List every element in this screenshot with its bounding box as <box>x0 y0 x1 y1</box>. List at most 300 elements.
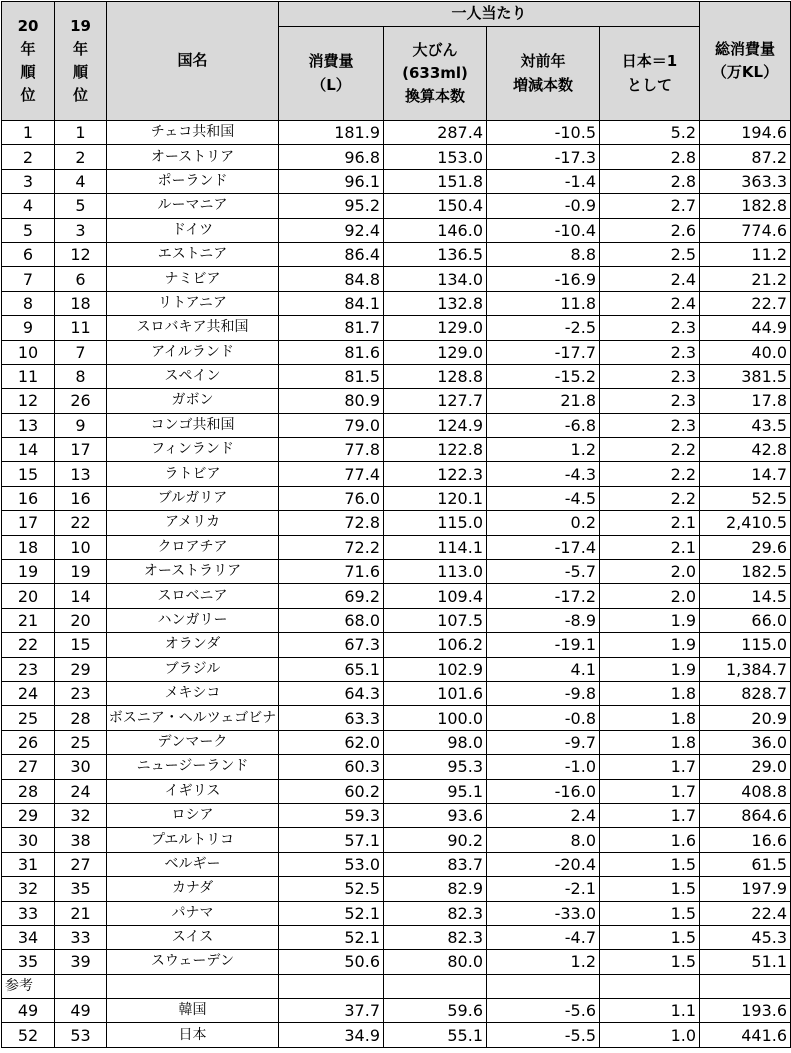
yoy-change-cell: -19.1 <box>487 633 600 657</box>
japan-ratio-cell: 2.5 <box>600 242 700 266</box>
total-consumption-cell: 42.8 <box>700 438 791 462</box>
yoy-change-cell: -10.4 <box>487 218 600 242</box>
country-name-cell: ハンガリー <box>107 608 279 632</box>
japan-ratio-cell: 1.9 <box>600 633 700 657</box>
yoy-change-cell: 0.2 <box>487 511 600 535</box>
bottles-cell: 113.0 <box>384 560 487 584</box>
bottles-cell: 122.3 <box>384 462 487 486</box>
japan-ratio-cell: 2.1 <box>600 535 700 559</box>
rank-2019-cell: 16 <box>55 486 107 510</box>
country-name-cell: アメリカ <box>107 511 279 535</box>
rank-2020-cell: 32 <box>2 877 55 901</box>
consumption-liters-cell: 96.1 <box>279 169 384 193</box>
rank-2019-cell: 14 <box>55 584 107 608</box>
yoy-change-cell: 1.2 <box>487 438 600 462</box>
rank-2019-cell: 39 <box>55 950 107 974</box>
country-name-cell: カナダ <box>107 877 279 901</box>
rank-2019-cell: 32 <box>55 803 107 827</box>
yoy-change-cell: -16.0 <box>487 779 600 803</box>
empty-cell <box>487 974 600 998</box>
bottles-cell: 146.0 <box>384 218 487 242</box>
total-consumption-cell: 66.0 <box>700 608 791 632</box>
rank-2020-cell: 13 <box>2 413 55 437</box>
japan-ratio-cell: 2.6 <box>600 218 700 242</box>
rank-2019-cell: 4 <box>55 169 107 193</box>
consumption-liters-cell: 64.3 <box>279 681 384 705</box>
bottles-cell: 59.6 <box>384 999 487 1023</box>
japan-ratio-cell: 2.2 <box>600 462 700 486</box>
table-row <box>2 877 791 901</box>
total-consumption-cell: 2,410.5 <box>700 511 791 535</box>
total-consumption-cell: 408.8 <box>700 779 791 803</box>
consumption-liters-cell: 77.4 <box>279 462 384 486</box>
rank-2019-cell: 20 <box>55 608 107 632</box>
total-consumption-cell: 197.9 <box>700 877 791 901</box>
bottles-cell: 55.1 <box>384 1023 487 1047</box>
country-name-cell: スイス <box>107 925 279 949</box>
table-row <box>2 121 791 145</box>
japan-ratio-cell: 2.8 <box>600 169 700 193</box>
table-row <box>2 950 791 974</box>
japan-ratio-cell: 2.4 <box>600 267 700 291</box>
rank-2019-cell: 26 <box>55 389 107 413</box>
header-rank-2019: 19 年 順 位 <box>55 2 107 121</box>
consumption-liters-cell: 81.7 <box>279 316 384 340</box>
table-row <box>2 901 791 925</box>
consumption-liters-cell: 95.2 <box>279 194 384 218</box>
table-row <box>2 364 791 388</box>
yoy-change-cell: -5.6 <box>487 999 600 1023</box>
japan-ratio-cell: 1.9 <box>600 608 700 632</box>
rank-2020-cell: 8 <box>2 291 55 315</box>
consumption-liters-cell: 68.0 <box>279 608 384 632</box>
japan-ratio-cell: 1.5 <box>600 901 700 925</box>
table-body <box>2 121 791 1048</box>
rank-2019-cell: 10 <box>55 535 107 559</box>
table-row <box>2 267 791 291</box>
japan-ratio-cell: 2.4 <box>600 291 700 315</box>
rank-2020-cell: 4 <box>2 194 55 218</box>
yoy-change-cell: -9.7 <box>487 730 600 754</box>
rank-2020-cell: 20 <box>2 584 55 608</box>
country-name-cell: ブルガリア <box>107 486 279 510</box>
japan-ratio-cell: 2.3 <box>600 364 700 388</box>
table-row <box>2 730 791 754</box>
japan-ratio-cell: 1.8 <box>600 730 700 754</box>
country-name-cell: ドイツ <box>107 218 279 242</box>
yoy-change-cell: -8.9 <box>487 608 600 632</box>
japan-ratio-cell: 2.3 <box>600 340 700 364</box>
rank-2020-cell: 19 <box>2 560 55 584</box>
country-name-cell: デンマーク <box>107 730 279 754</box>
total-consumption-cell: 14.5 <box>700 584 791 608</box>
total-consumption-cell: 87.2 <box>700 145 791 169</box>
rank-2019-cell: 25 <box>55 730 107 754</box>
consumption-liters-cell: 81.5 <box>279 364 384 388</box>
consumption-liters-cell: 53.0 <box>279 852 384 876</box>
yoy-change-cell: 21.8 <box>487 389 600 413</box>
consumption-liters-cell: 80.9 <box>279 389 384 413</box>
yoy-change-cell: -4.3 <box>487 462 600 486</box>
rank-2019-cell: 49 <box>55 999 107 1023</box>
bottles-cell: 114.1 <box>384 535 487 559</box>
table-row <box>2 340 791 364</box>
rank-2020-cell: 18 <box>2 535 55 559</box>
country-name-cell: ベルギー <box>107 852 279 876</box>
rank-2019-cell: 2 <box>55 145 107 169</box>
japan-ratio-cell: 1.7 <box>600 755 700 779</box>
table-row <box>2 706 791 730</box>
country-name-cell: ナミビア <box>107 267 279 291</box>
consumption-liters-cell: 52.1 <box>279 925 384 949</box>
table-row <box>2 584 791 608</box>
reference-row <box>2 974 791 998</box>
japan-ratio-cell: 2.8 <box>600 145 700 169</box>
rank-2020-cell: 26 <box>2 730 55 754</box>
bottles-cell: 95.1 <box>384 779 487 803</box>
bottles-cell: 82.3 <box>384 901 487 925</box>
yoy-change-cell: -2.5 <box>487 316 600 340</box>
rank-2019-cell: 11 <box>55 316 107 340</box>
header-country: 国名 <box>107 2 279 121</box>
yoy-change-cell: -1.4 <box>487 169 600 193</box>
country-name-cell: ニュージーランド <box>107 755 279 779</box>
country-name-cell: オーストラリア <box>107 560 279 584</box>
japan-ratio-cell: 1.6 <box>600 828 700 852</box>
japan-ratio-cell: 2.3 <box>600 389 700 413</box>
country-name-cell: スペイン <box>107 364 279 388</box>
rank-2020-cell: 27 <box>2 755 55 779</box>
table-row <box>2 925 791 949</box>
rank-2019-cell: 22 <box>55 511 107 535</box>
table-row <box>2 145 791 169</box>
japan-ratio-cell: 2.3 <box>600 316 700 340</box>
table-row <box>2 511 791 535</box>
country-name-cell: パナマ <box>107 901 279 925</box>
total-consumption-cell: 193.6 <box>700 999 791 1023</box>
bottles-cell: 82.3 <box>384 925 487 949</box>
rank-2019-cell: 33 <box>55 925 107 949</box>
bottles-cell: 100.0 <box>384 706 487 730</box>
rank-2019-cell: 23 <box>55 681 107 705</box>
consumption-liters-cell: 72.2 <box>279 535 384 559</box>
total-consumption-cell: 16.6 <box>700 828 791 852</box>
total-consumption-cell: 21.2 <box>700 267 791 291</box>
japan-ratio-cell: 1.1 <box>600 999 700 1023</box>
total-consumption-cell: 194.6 <box>700 121 791 145</box>
empty-cell <box>55 974 107 998</box>
total-consumption-cell: 363.3 <box>700 169 791 193</box>
header-japan-ratio: 日本＝1 として <box>600 27 700 121</box>
total-consumption-cell: 1,384.7 <box>700 657 791 681</box>
bottles-cell: 150.4 <box>384 194 487 218</box>
table-row <box>2 438 791 462</box>
rank-2020-cell: 35 <box>2 950 55 974</box>
yoy-change-cell: -20.4 <box>487 852 600 876</box>
consumption-liters-cell: 60.2 <box>279 779 384 803</box>
total-consumption-cell: 774.6 <box>700 218 791 242</box>
country-name-cell: ルーマニア <box>107 194 279 218</box>
header-total-consumption: 総消費量 （万KL） <box>700 2 791 121</box>
rank-2019-cell: 30 <box>55 755 107 779</box>
yoy-change-cell: 11.8 <box>487 291 600 315</box>
header-rank-2020: 20 年 順 位 <box>2 2 55 121</box>
rank-2020-cell: 30 <box>2 828 55 852</box>
yoy-change-cell: -5.5 <box>487 1023 600 1047</box>
table-row <box>2 535 791 559</box>
table-row <box>2 999 791 1023</box>
rank-2019-cell: 12 <box>55 242 107 266</box>
country-name-cell: ラトビア <box>107 462 279 486</box>
table-row <box>2 218 791 242</box>
japan-ratio-cell: 1.7 <box>600 779 700 803</box>
bottles-cell: 82.9 <box>384 877 487 901</box>
japan-ratio-cell: 2.0 <box>600 560 700 584</box>
yoy-change-cell: -33.0 <box>487 901 600 925</box>
country-name-cell: スロバキア共和国 <box>107 316 279 340</box>
total-consumption-cell: 864.6 <box>700 803 791 827</box>
total-consumption-cell: 40.0 <box>700 340 791 364</box>
rank-2020-cell: 29 <box>2 803 55 827</box>
table-row <box>2 657 791 681</box>
country-name-cell: スウェーデン <box>107 950 279 974</box>
table-row <box>2 608 791 632</box>
rank-2020-cell: 21 <box>2 608 55 632</box>
japan-ratio-cell: 2.0 <box>600 584 700 608</box>
consumption-liters-cell: 50.6 <box>279 950 384 974</box>
total-consumption-cell: 11.2 <box>700 242 791 266</box>
consumption-liters-cell: 77.8 <box>279 438 384 462</box>
yoy-change-cell: -9.8 <box>487 681 600 705</box>
country-name-cell: ボスニア・ヘルツェゴビナ <box>107 706 279 730</box>
bottles-cell: 132.8 <box>384 291 487 315</box>
rank-2019-cell: 17 <box>55 438 107 462</box>
japan-ratio-cell: 1.0 <box>600 1023 700 1047</box>
bottles-cell: 129.0 <box>384 340 487 364</box>
total-consumption-cell: 182.8 <box>700 194 791 218</box>
country-name-cell: ガボン <box>107 389 279 413</box>
country-name-cell: クロアチア <box>107 535 279 559</box>
table-row <box>2 462 791 486</box>
japan-ratio-cell: 1.5 <box>600 852 700 876</box>
rank-2020-cell: 23 <box>2 657 55 681</box>
consumption-liters-cell: 76.0 <box>279 486 384 510</box>
total-consumption-cell: 29.0 <box>700 755 791 779</box>
rank-2019-cell: 29 <box>55 657 107 681</box>
rank-2020-cell: 15 <box>2 462 55 486</box>
rank-2020-cell: 1 <box>2 121 55 145</box>
reference-label: 参考 <box>2 974 55 998</box>
country-name-cell: エストニア <box>107 242 279 266</box>
consumption-liters-cell: 63.3 <box>279 706 384 730</box>
consumption-liters-cell: 92.4 <box>279 218 384 242</box>
yoy-change-cell: -4.5 <box>487 486 600 510</box>
rank-2020-cell: 33 <box>2 901 55 925</box>
rank-2020-cell: 24 <box>2 681 55 705</box>
consumption-liters-cell: 59.3 <box>279 803 384 827</box>
country-name-cell: ブラジル <box>107 657 279 681</box>
country-name-cell: チェコ共和国 <box>107 121 279 145</box>
rank-2020-cell: 17 <box>2 511 55 535</box>
rank-2019-cell: 19 <box>55 560 107 584</box>
yoy-change-cell: 2.4 <box>487 803 600 827</box>
bottles-cell: 102.9 <box>384 657 487 681</box>
yoy-change-cell: 4.1 <box>487 657 600 681</box>
rank-2019-cell: 5 <box>55 194 107 218</box>
rank-2020-cell: 6 <box>2 242 55 266</box>
japan-ratio-cell: 1.9 <box>600 657 700 681</box>
rank-2019-cell: 27 <box>55 852 107 876</box>
yoy-change-cell: -5.7 <box>487 560 600 584</box>
total-consumption-cell: 441.6 <box>700 1023 791 1047</box>
bottles-cell: 122.8 <box>384 438 487 462</box>
bottles-cell: 109.4 <box>384 584 487 608</box>
country-name-cell: オランダ <box>107 633 279 657</box>
rank-2020-cell: 9 <box>2 316 55 340</box>
bottles-cell: 124.9 <box>384 413 487 437</box>
bottles-cell: 129.0 <box>384 316 487 340</box>
country-name-cell: フィンランド <box>107 438 279 462</box>
beer-consumption-table <box>1 1 791 1048</box>
bottles-cell: 98.0 <box>384 730 487 754</box>
country-name-cell: リトアニア <box>107 291 279 315</box>
rank-2020-cell: 7 <box>2 267 55 291</box>
rank-2020-cell: 2 <box>2 145 55 169</box>
yoy-change-cell: -16.9 <box>487 267 600 291</box>
rank-2020-cell: 3 <box>2 169 55 193</box>
empty-cell <box>279 974 384 998</box>
table-row <box>2 681 791 705</box>
bottles-cell: 287.4 <box>384 121 487 145</box>
yoy-change-cell: -0.8 <box>487 706 600 730</box>
bottles-cell: 106.2 <box>384 633 487 657</box>
rank-2019-cell: 13 <box>55 462 107 486</box>
bottles-cell: 101.6 <box>384 681 487 705</box>
consumption-liters-cell: 69.2 <box>279 584 384 608</box>
yoy-change-cell: 1.2 <box>487 950 600 974</box>
yoy-change-cell: -1.0 <box>487 755 600 779</box>
rank-2020-cell: 5 <box>2 218 55 242</box>
yoy-change-cell: -0.9 <box>487 194 600 218</box>
table-row <box>2 194 791 218</box>
japan-ratio-cell: 1.8 <box>600 681 700 705</box>
total-consumption-cell: 20.9 <box>700 706 791 730</box>
consumption-liters-cell: 71.6 <box>279 560 384 584</box>
japan-ratio-cell: 2.2 <box>600 486 700 510</box>
total-consumption-cell: 182.5 <box>700 560 791 584</box>
table-row <box>2 755 791 779</box>
header-consumption: 消費量 （L） <box>279 27 384 121</box>
rank-2020-cell: 34 <box>2 925 55 949</box>
rank-2020-cell: 49 <box>2 999 55 1023</box>
table-row <box>2 852 791 876</box>
yoy-change-cell: -2.1 <box>487 877 600 901</box>
bottles-cell: 80.0 <box>384 950 487 974</box>
rank-2019-cell: 8 <box>55 364 107 388</box>
total-consumption-cell: 22.4 <box>700 901 791 925</box>
country-name-cell: プエルトリコ <box>107 828 279 852</box>
country-name-cell: ロシア <box>107 803 279 827</box>
rank-2019-cell: 35 <box>55 877 107 901</box>
total-consumption-cell: 61.5 <box>700 852 791 876</box>
country-name-cell: コンゴ共和国 <box>107 413 279 437</box>
yoy-change-cell: -17.2 <box>487 584 600 608</box>
yoy-change-cell: -4.7 <box>487 925 600 949</box>
bottles-cell: 107.5 <box>384 608 487 632</box>
rank-2020-cell: 16 <box>2 486 55 510</box>
country-name-cell: アイルランド <box>107 340 279 364</box>
country-name-cell: ポーランド <box>107 169 279 193</box>
rank-2020-cell: 14 <box>2 438 55 462</box>
rank-2020-cell: 12 <box>2 389 55 413</box>
bottles-cell: 115.0 <box>384 511 487 535</box>
rank-2020-cell: 11 <box>2 364 55 388</box>
header-yoy-change: 対前年 増減本数 <box>487 27 600 121</box>
consumption-liters-cell: 57.1 <box>279 828 384 852</box>
consumption-liters-cell: 62.0 <box>279 730 384 754</box>
rank-2019-cell: 7 <box>55 340 107 364</box>
total-consumption-cell: 22.7 <box>700 291 791 315</box>
country-name-cell: 韓国 <box>107 999 279 1023</box>
total-consumption-cell: 828.7 <box>700 681 791 705</box>
consumption-liters-cell: 79.0 <box>279 413 384 437</box>
japan-ratio-cell: 1.8 <box>600 706 700 730</box>
bottles-cell: 127.7 <box>384 389 487 413</box>
rank-2019-cell: 28 <box>55 706 107 730</box>
rank-2019-cell: 9 <box>55 413 107 437</box>
empty-cell <box>384 974 487 998</box>
rank-2020-cell: 25 <box>2 706 55 730</box>
rank-2020-cell: 28 <box>2 779 55 803</box>
total-consumption-cell: 36.0 <box>700 730 791 754</box>
bottles-cell: 120.1 <box>384 486 487 510</box>
rank-2020-cell: 22 <box>2 633 55 657</box>
consumption-liters-cell: 52.5 <box>279 877 384 901</box>
empty-cell <box>700 974 791 998</box>
bottles-cell: 83.7 <box>384 852 487 876</box>
bottles-cell: 93.6 <box>384 803 487 827</box>
rank-2019-cell: 18 <box>55 291 107 315</box>
total-consumption-cell: 14.7 <box>700 462 791 486</box>
country-name-cell: 日本 <box>107 1023 279 1047</box>
consumption-liters-cell: 84.8 <box>279 267 384 291</box>
rank-2019-cell: 53 <box>55 1023 107 1047</box>
rank-2019-cell: 1 <box>55 121 107 145</box>
total-consumption-cell: 381.5 <box>700 364 791 388</box>
consumption-liters-cell: 65.1 <box>279 657 384 681</box>
empty-cell <box>107 974 279 998</box>
yoy-change-cell: -15.2 <box>487 364 600 388</box>
table-row <box>2 486 791 510</box>
japan-ratio-cell: 2.3 <box>600 413 700 437</box>
yoy-change-cell: -17.7 <box>487 340 600 364</box>
consumption-liters-cell: 86.4 <box>279 242 384 266</box>
rank-2019-cell: 15 <box>55 633 107 657</box>
japan-ratio-cell: 5.2 <box>600 121 700 145</box>
japan-ratio-cell: 1.5 <box>600 877 700 901</box>
country-name-cell: スロベニア <box>107 584 279 608</box>
rank-2019-cell: 3 <box>55 218 107 242</box>
consumption-liters-cell: 52.1 <box>279 901 384 925</box>
rank-2019-cell: 24 <box>55 779 107 803</box>
rank-2020-cell: 31 <box>2 852 55 876</box>
table-row <box>2 291 791 315</box>
consumption-liters-cell: 84.1 <box>279 291 384 315</box>
header-per-capita: 一人当たり <box>279 2 700 27</box>
table-row <box>2 413 791 437</box>
yoy-change-cell: -10.5 <box>487 121 600 145</box>
empty-cell <box>600 974 700 998</box>
